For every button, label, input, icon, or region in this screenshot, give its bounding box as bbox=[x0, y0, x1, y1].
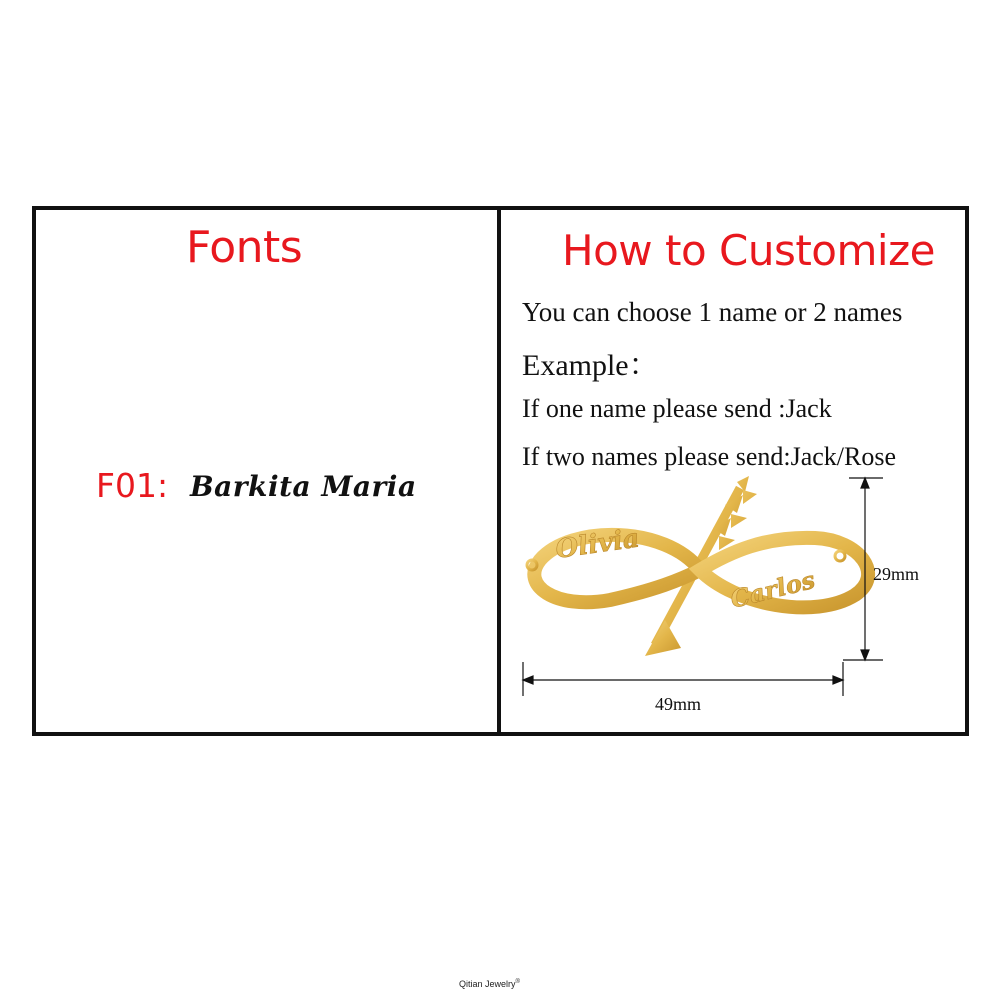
registered-mark: ® bbox=[515, 979, 520, 985]
instruction-example: Example： bbox=[522, 349, 659, 382]
panel-divider bbox=[497, 206, 501, 736]
pendant-name-left: Olivia bbox=[553, 523, 642, 565]
brand-watermark bbox=[459, 979, 520, 989]
font-sample: Barkita Maria bbox=[190, 470, 417, 503]
height-label: 29mm bbox=[873, 564, 920, 584]
width-label: 49mm bbox=[655, 694, 702, 714]
pendant-name-right: Carlos bbox=[727, 564, 818, 614]
brand-name: Qitian Jewelry bbox=[459, 979, 516, 989]
width-dimension bbox=[523, 662, 843, 696]
font-code: F01: bbox=[96, 466, 169, 505]
instruction-choose: You can choose 1 name or 2 names bbox=[522, 297, 903, 327]
instruction-one-name: If one name please send :Jack bbox=[522, 394, 832, 423]
pendant-illustration bbox=[515, 470, 965, 720]
customize-title: How to Customize bbox=[562, 226, 935, 275]
fonts-title: Fonts bbox=[186, 222, 303, 273]
instruction-two-names: If two names please send:Jack/Rose bbox=[522, 442, 897, 471]
